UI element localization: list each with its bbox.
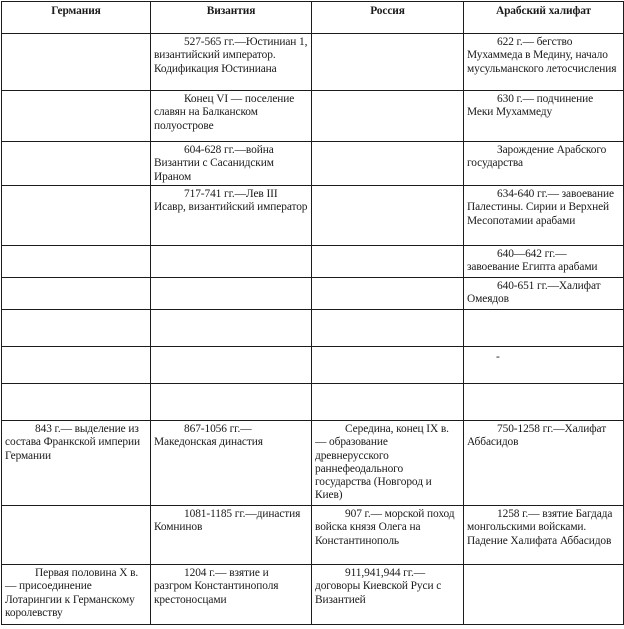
cell-text: 604-628 гг.—война Византии с Сасанидским Ираном [154,144,274,183]
table-cell-germany [2,384,151,421]
table-cell-germany [2,246,151,278]
table-cell-russia [312,506,464,565]
table-cell-byzantium [151,384,312,421]
cell-text: Конец VI — поселение славян на Балканском полуострове [154,93,295,132]
table-cell-germany [2,506,151,565]
table-cell-arab-caliphate [464,186,624,246]
table-row [2,278,624,310]
table-cell-russia [312,34,464,91]
table-cell-byzantium [151,347,312,384]
table-cell-russia [312,310,464,347]
column-header-arab-caliphate: Арабский халифат [464,2,624,34]
table-cell-germany [2,347,151,384]
table-cell-byzantium [151,91,312,142]
table-cell-byzantium [151,421,312,506]
table-cell-arab-caliphate [464,278,624,310]
table-cell-arab-caliphate [464,34,624,91]
table-cell-russia [312,186,464,246]
cell-text: 1081-1185 гг.—династия Комнинов [154,508,301,534]
cell-text: Зарождение Арабского государства [467,144,607,170]
table-cell-byzantium [151,34,312,91]
cell-text: 1258 г.— взятие Багдада монгольскими войсками. Падение Халифата Аббасидов [467,508,613,547]
table-cell-arab-caliphate [464,310,624,347]
cell-text: 622 г.— бегство Мухаммеда в Медину, начало мусульманского летосчисления [467,36,617,75]
cell-text: 750-1258 гг.—Халифат Аббасидов [467,423,607,449]
table-cell-byzantium [151,246,312,278]
cell-text: 527-565 гг.—Юстиниан 1, византийский император. Кодификация Юстиниана [154,36,308,75]
table-row [2,384,624,421]
cell-text: Середина, конец IX в.— образование древнерусского раннефеодального государства (Новгород и Киев) [315,423,449,502]
cell-text: 634-640 гг.— завоевание Палестины. Сирии и Верхней Месопотамии арабами [467,188,614,227]
column-header-germany: Германия [2,2,151,34]
cell-text: 717-741 гг.—Лев III Исавр, византийский император [154,188,308,214]
table-cell-russia [312,142,464,186]
table-cell-arab-caliphate [464,384,624,421]
table-row [2,565,624,625]
table-row [2,506,624,565]
table-cell-germany [2,186,151,246]
column-header-byzantium: Византия [151,2,312,34]
table-cell-arab-caliphate [464,506,624,565]
cell-text: 630 г.— подчинение Меки Мухаммеду [467,93,594,119]
column-header-russia: Россия [312,2,464,34]
table-cell-germany [2,278,151,310]
table-cell-russia [312,91,464,142]
table-cell-byzantium [151,506,312,565]
table-cell-russia [312,278,464,310]
table-row [2,347,624,384]
table-cell-germany [2,421,151,506]
cell-text: 867-1056 гг.— Македонская династия [154,423,263,449]
table-cell-germany [2,91,151,142]
table-row [2,186,624,246]
table-row [2,142,624,186]
table-cell-russia [312,246,464,278]
table-cell-arab-caliphate [464,142,624,186]
table-cell-russia [312,565,464,625]
table-cell-germany [2,565,151,625]
table-row [2,91,624,142]
table-cell-germany [2,310,151,347]
history-table-page [1,1,623,627]
table-cell-byzantium [151,142,312,186]
header-row [2,2,624,34]
table-cell-arab-caliphate [464,91,624,142]
chronology-table [1,1,624,625]
cell-text: 911,941,944 гг.— договоры Киевской Руси с Византией [315,567,442,606]
table-cell-germany [2,142,151,186]
table-cell-byzantium [151,310,312,347]
table-row [2,421,624,506]
table-cell-russia [312,421,464,506]
table-cell-arab-caliphate [464,246,624,278]
cell-text: 1204 г.— взятие и разгром Константинополя крестоносцами [154,567,279,606]
table-cell-byzantium [151,186,312,246]
table-cell-arab-caliphate [464,421,624,506]
cell-text: 907 г.— морской поход войска князя Олега на Константинополь [315,508,455,547]
table-cell-arab-caliphate [464,347,624,384]
table-cell-byzantium [151,278,312,310]
cell-text: 843 г.— выделение из состава Франкской империи Германии [5,423,140,462]
table-cell-arab-caliphate [464,565,624,625]
cell-text: Первая половина X в.— присоединение Лотарингии к Германскому королевству [5,567,139,619]
table-row [2,310,624,347]
cell-text: 640-651 гг.—Халифат Омеядов [467,280,601,306]
table-row [2,246,624,278]
table-cell-russia [312,384,464,421]
table-cell-germany [2,34,151,91]
table-row [2,34,624,91]
table-cell-russia [312,347,464,384]
cell-text: - [496,351,500,363]
table-cell-byzantium [151,565,312,625]
cell-text: 640—642 гг.— завоевание Египта арабами [467,248,598,274]
